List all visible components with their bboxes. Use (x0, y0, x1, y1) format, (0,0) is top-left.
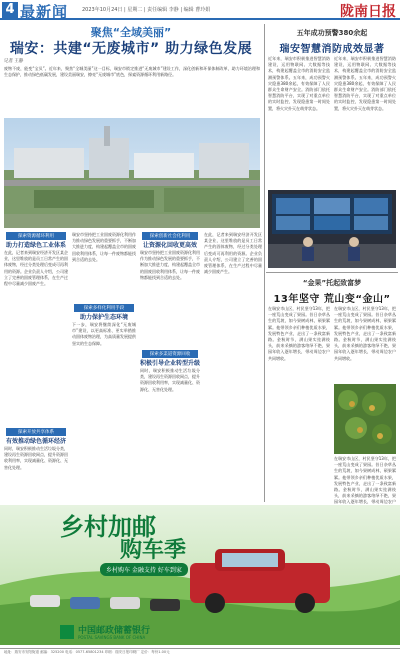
lead-kicker: 聚焦“全域美丽” (90, 26, 172, 39)
factory-photo (4, 118, 260, 228)
side1-body-col-1: 近年来，瑞安市积极推进智慧消防建设，运用物联网、大数据等技术，构建起覆盖全市的消防安全监测预警体系。五年来，成功预警火灾隐患380余起，有效保障了人民群众生命财产安全。消防部门依托智慧消防平台，实现了对重点单位的实时监控，发现隐患第一时间处置，将火灾扑灭在萌芽状态。 (268, 56, 330, 111)
side2-headline: 13年坚守 荒山变“金山” (273, 294, 391, 305)
side1-headline: 瑞安智慧消防成效显著 (279, 44, 385, 55)
lead-body-col-2b: 下一步，瑞安将继续深化“无废城市”建设，以更高标准、更实举措推动固体废物治理，为高质量发展提供坚实的生态保障。 (72, 322, 136, 346)
ad-subtitle: 乡村购车 金融支持 好车到家 (100, 563, 188, 576)
side2-body-col-2b: 在瑞安市山区，村民坚守13年，把一座荒山变成了果园。昔日杂草丛生的荒坡，如今果树成林，硕果累累。他带领乡亲们种植优质水果，发展特色产业，走出了一条致富新路。金秋时节，满山果实挂满枝头，前来采摘的游客络绎不绝，果园年收入逐年增长，带动周边农户 (334, 456, 396, 505)
ad-title-2: 购车季 (120, 537, 187, 563)
paper-logo: 陇南日报 (340, 4, 396, 20)
lead-body-col-3b: 同时，瑞安积极推动生活垃圾分类，建设再生资源回收网点，提升资源回收利用率，实现减量化、资源化、无害化处理。 (140, 368, 200, 392)
bank-advertisement (0, 505, 400, 645)
lead-body-col-1b: 同时，瑞安积极推动生活垃圾分类，建设再生资源回收网点，提升资源回收利用率，实现减量化、资源化、无害化处理。 (4, 446, 68, 470)
lead-byline: 记者 王静 (4, 59, 24, 64)
masthead (0, 0, 400, 20)
orchard-photo (334, 384, 396, 454)
subhead-3-title: 有效推动绿色循环经济 (5, 438, 66, 445)
control-room-photo (268, 190, 396, 268)
lead-headline: 瑞安：共建“无废城市” 助力绿色发展 (9, 41, 253, 57)
lead-body-col-1: 在此，记者来到瑞安经济开发区某企业，这里堆放的是员工日常产生的固体废物，经过分类处理后变成可再利用的资源。企业负责人介绍，公司建立了完善的固废管理体系，在生产过程中尽量减少固废产生。 (4, 250, 68, 287)
side2-body-col-2: 在瑞安市山区，村民坚守13年，把一座荒山变成了果园。昔日杂草丛生的荒坡，如今果树成林，硕果累累。他带领乡亲们种植优质水果，发展特色产业，走出了一条致富新路。金秋时节，满山果实挂满枝头，前来采摘的游客络绎不绝，果园年收入逐年增长，带动周边农户共同增收。 (334, 306, 396, 361)
subhead-5-title: 积极引导企业转型升级 (140, 360, 201, 367)
section-name: 最新闻 (20, 3, 69, 21)
side1-kicker: 五年成功预警380余起 (296, 29, 368, 37)
subhead-2-box: 探索多样化利用手段 (74, 304, 134, 312)
lead-intro: 废物不废，能变“宝贝”。近年来，聚焦“全城美丽”这一目标，瑞安市锁定推进“无废城市”建设工作，深化创新和环保体制改革，助力环境治理和生态保护，推动绿色低碳发展，建设美丽瑞安，擦亮“无废城市”底色，探索资源循环利用新路径。 (4, 66, 260, 78)
subhead-1-box: 探索资源循环利用 (6, 232, 66, 240)
column-divider (264, 24, 265, 502)
subhead-1-title: 助力打造绿色工业体系 (5, 242, 66, 249)
bank-name: 中国邮政储蓄银行 (78, 626, 151, 636)
subhead-4-box: 探索创新社会化利用 (142, 232, 198, 240)
lead-body-col-3: 瑞安市坚持把工业固废资源化利用作为推动绿色发展的重要抓手，不断加大推进力度，构建起覆盖全市的固废回收利用体系，让每一件废物都能找到合适的去处。 (140, 250, 200, 280)
side-divider (266, 272, 398, 273)
subhead-2-title: 助力保护生态环境 (79, 314, 128, 321)
bank-name-en: POSTAL SAVINGS BANK OF CHINA (78, 635, 146, 640)
page-footer: 地址：瑞安市安阳街道 邮编：325200 电话：0577-65801234 印刷：瑞安日报印刷厂 定价：每份1.00元 (0, 648, 400, 656)
side2-body-col-1: 在瑞安市山区，村民坚守13年，把一座荒山变成了果园。昔日杂草丛生的荒坡，如今果树成林，硕果累累。他带领乡亲们种植优质水果，发展特色产业，走出了一条致富新路。金秋时节，满山果实挂满枝头，前来采摘的游客络绎不绝，果园年收入逐年增长，带动周边农户共同增收。 (268, 306, 330, 361)
page-number: 4 (2, 2, 18, 18)
ad-title-1: 乡村加邮 (60, 512, 156, 541)
lead-body-col-2: 瑞安市坚持把工业固废资源化利用作为推动绿色发展的重要抓手，不断加大推进力度，构建起覆盖全市的固废回收利用体系，让每一件废物都能找到合适的去处。 (72, 232, 136, 262)
subhead-3-box: 探索开放共享体系 (6, 428, 66, 436)
side2-kicker: “金果”托起致富梦 (302, 279, 362, 287)
subhead-5-box: 探索多渠道资源回收 (142, 350, 198, 358)
issue-meta: 2023年10月24日 | 星期二 | 责任编辑 李静 | 编辑 曹玲娟 (82, 7, 211, 13)
side1-body-col-2: 近年来，瑞安市积极推进智慧消防建设，运用物联网、大数据等技术，构建起覆盖全市的消防安全监测预警体系。五年来，成功预警火灾隐患380余起，有效保障了人民群众生命财产安全。消防部门依托智慧消防平台，实现了对重点单位的实时监控，发现隐患第一时间处置，将火灾扑灭在萌芽状态。 (334, 56, 396, 111)
lead-body-col-4: 在此，记者来到瑞安经济开发区某企业，这里堆放的是员工日常产生的固体废物，经过分类处理后变成可再利用的资源。企业负责人介绍，公司建立了完善的固废管理体系，在生产过程中尽量减少固废产生。 (204, 232, 262, 275)
subhead-4-title: 让资源化回收更高效 (142, 242, 197, 249)
